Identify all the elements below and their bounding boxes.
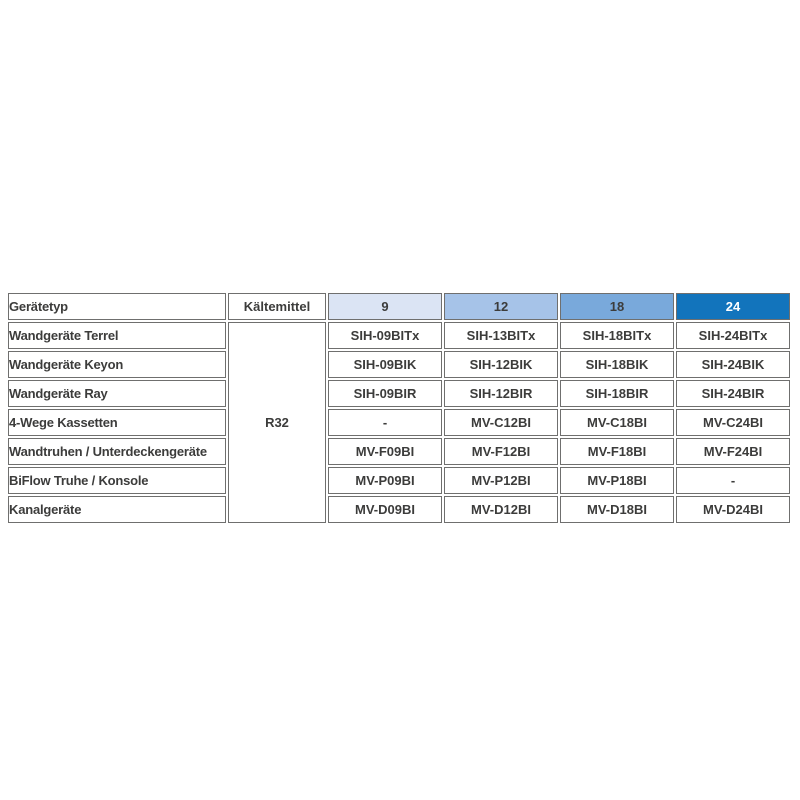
header-device-type: Gerätetyp: [8, 293, 226, 320]
model-cell: -: [676, 467, 790, 494]
table-row: [8, 409, 790, 436]
model-cell: MV-C24BI: [676, 409, 790, 436]
model-cell: SIH-09BIK: [328, 351, 442, 378]
model-cell: MV-P09BI: [328, 467, 442, 494]
model-cell: MV-F18BI: [560, 438, 674, 465]
row-label: Wandtruhen / Unterdeckengeräte: [8, 438, 226, 465]
model-cell: MV-P18BI: [560, 467, 674, 494]
model-cell: MV-D09BI: [328, 496, 442, 523]
model-cell: MV-P12BI: [444, 467, 558, 494]
header-size-24: 24: [676, 293, 790, 320]
model-cell: SIH-09BITx: [328, 322, 442, 349]
model-cell: MV-F09BI: [328, 438, 442, 465]
table-row: [8, 351, 790, 378]
model-cell: MV-D12BI: [444, 496, 558, 523]
model-cell: -: [328, 409, 442, 436]
row-label: Wandgeräte Keyon: [8, 351, 226, 378]
model-cell: SIH-18BIK: [560, 351, 674, 378]
model-cell: MV-D18BI: [560, 496, 674, 523]
row-label: Wandgeräte Ray: [8, 380, 226, 407]
table-row: [8, 467, 790, 494]
row-label: BiFlow Truhe / Konsole: [8, 467, 226, 494]
table-row: [8, 380, 790, 407]
refrigerant-value-cell: R32: [228, 322, 326, 523]
header-size-18: 18: [560, 293, 674, 320]
model-cell: SIH-24BITx: [676, 322, 790, 349]
model-cell: MV-F24BI: [676, 438, 790, 465]
model-cell: SIH-24BIK: [676, 351, 790, 378]
model-cell: SIH-24BIR: [676, 380, 790, 407]
model-cell: MV-C18BI: [560, 409, 674, 436]
table-header-row: [8, 293, 790, 320]
model-cell: SIH-18BITx: [560, 322, 674, 349]
header-size-12: 12: [444, 293, 558, 320]
model-cell: MV-D24BI: [676, 496, 790, 523]
model-cell: SIH-09BIR: [328, 380, 442, 407]
header-size-9: 9: [328, 293, 442, 320]
row-label: Kanalgeräte: [8, 496, 226, 523]
row-label: Wandgeräte Terrel: [8, 322, 226, 349]
device-model-table: [6, 291, 792, 525]
model-cell: SIH-18BIR: [560, 380, 674, 407]
model-cell: SIH-12BIR: [444, 380, 558, 407]
header-refrigerant: Kältemittel: [228, 293, 326, 320]
table-row: [8, 322, 790, 349]
model-cell: SIH-13BITx: [444, 322, 558, 349]
model-cell: MV-C12BI: [444, 409, 558, 436]
model-cell: MV-F12BI: [444, 438, 558, 465]
table-row: [8, 496, 790, 523]
table-row: [8, 438, 790, 465]
model-cell: SIH-12BIK: [444, 351, 558, 378]
row-label: 4-Wege Kassetten: [8, 409, 226, 436]
